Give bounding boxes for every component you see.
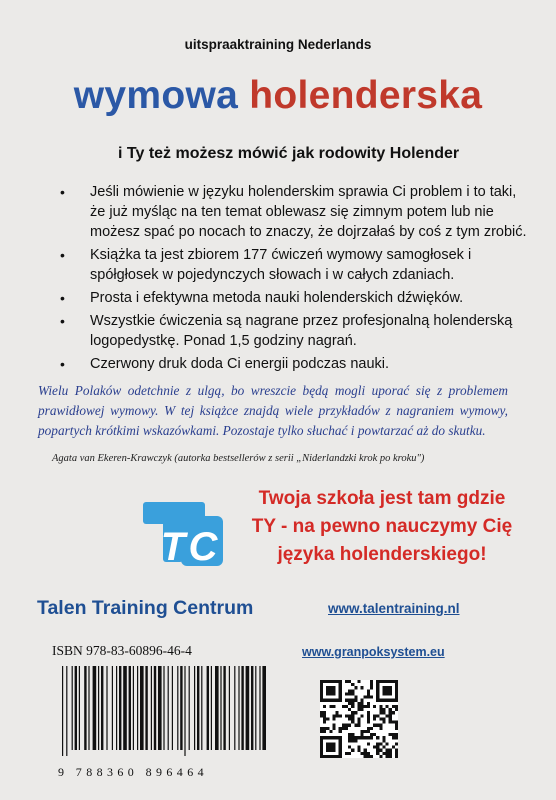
book-title: [0, 74, 556, 118]
promo-line: Twoja szkoła jest tam gdzie: [258, 488, 506, 509]
company-name: Talen Training Centrum: [37, 597, 254, 619]
tagline: i Ty też możesz mówić jak rodowity Holender: [118, 145, 460, 162]
feature-list: [60, 182, 530, 377]
company-link[interactable]: www.talentraining.nl: [328, 601, 460, 616]
barcode-icon: [60, 666, 270, 756]
quote-author: Agata van Ekeren-Krawczyk (autorka bestsellerów z serii „Niderlandzki krok po kroku"): [52, 453, 425, 464]
tc-logo-icon: [137, 494, 227, 574]
list-item: • Czerwony druk doda Ci energii podczas nauki.: [60, 354, 530, 374]
list-item: • Książka ta jest zbiorem 177 ćwiczeń wymowy samogłosek i spółgłosek w pojedynczych słowach i w całych zdaniach.: [60, 245, 530, 285]
list-item: • Prosta i efektywna metoda nauki holenderskich dźwięków.: [60, 288, 530, 308]
barcode-number: 9 788360 896464: [58, 765, 208, 779]
publisher-link[interactable]: www.granpoksystem.eu: [302, 645, 445, 659]
list-item: • Wszystkie ćwiczenia są nagrane przez profesjonalną holenderską logopedystkę. Ponad 1,5 godziny nagrań.: [60, 311, 530, 351]
svg-text:T: T: [160, 525, 186, 569]
promo-line: języka holenderskiego!: [277, 544, 487, 565]
promo-line: TY - na pewno nauczymy Cię: [251, 516, 513, 537]
qr-code-icon: [320, 680, 398, 758]
title-word-2: holenderska: [249, 74, 483, 117]
promo-text: [232, 485, 532, 569]
isbn: ISBN 978-83-60896-46-4: [52, 643, 192, 658]
testimonial-quote: Wielu Polaków odetchnie z ulgą, bo wreszcie będą mogli uporać się z problemem prawidłowej wymowy. W tej książce znajdą wiele przykładów z nagraniem wymowy, popartych krótkimi wskazówkami. Pozostaje tylko słuchać i powtarzać aż do skutku.: [38, 383, 508, 438]
list-item: • Jeśli mówienie w języku holenderskim sprawia Ci problem i to taki, że już myśląc na ten temat oblewasz się zimnym potem lub nie możesz spać po nocach to znaczy, że dojrzałaś by coś z tym zrobić.: [60, 182, 530, 242]
title-word-1: wymowa: [73, 74, 239, 117]
series-subtitle: uitspraaktraining Nederlands: [184, 37, 372, 52]
svg-text:C: C: [188, 525, 218, 569]
